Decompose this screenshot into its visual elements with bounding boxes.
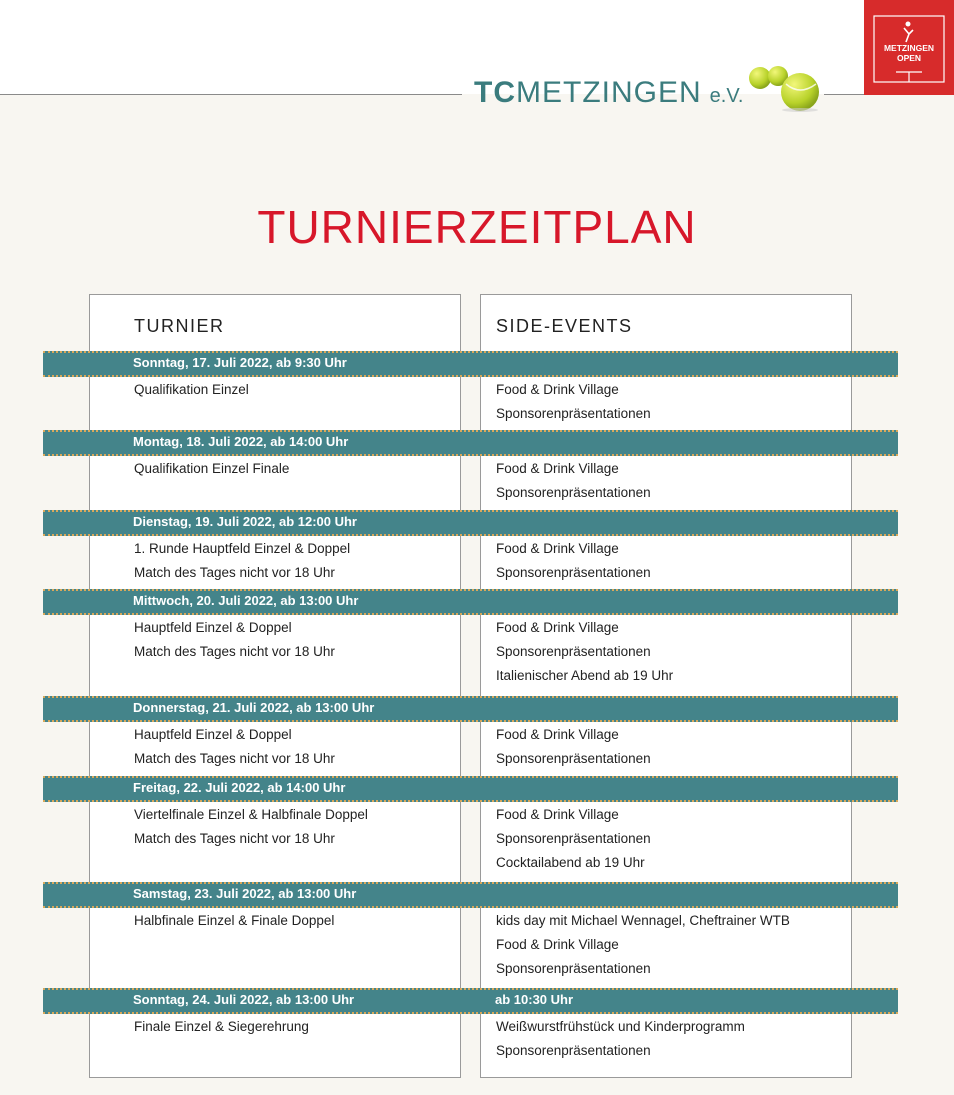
badge-line1: METZINGEN xyxy=(883,43,935,53)
day-date: Mittwoch, 20. Juli 2022, ab 13:00 Uhr xyxy=(133,593,359,608)
logo-name: METZINGEN xyxy=(516,76,702,109)
badge-line2: OPEN xyxy=(896,53,922,63)
side-event-item: Sponsorenpräsentationen xyxy=(496,565,651,580)
turnier-item: Match des Tages nicht vor 18 Uhr xyxy=(134,644,335,659)
day-date: Montag, 18. Juli 2022, ab 14:00 Uhr xyxy=(133,434,349,449)
club-logo-text xyxy=(474,76,743,110)
turnier-item: Qualifikation Einzel xyxy=(134,382,249,397)
turnier-item: Halbfinale Einzel & Finale Doppel xyxy=(134,913,335,928)
day-band xyxy=(43,776,898,802)
side-event-item: Food & Drink Village xyxy=(496,807,619,822)
turnier-item: Match des Tages nicht vor 18 Uhr xyxy=(134,565,335,580)
turnier-item: Viertelfinale Einzel & Halbfinale Doppel xyxy=(134,807,368,822)
day-date: Sonntag, 17. Juli 2022, ab 9:30 Uhr xyxy=(133,355,347,370)
day-side-note: ab 10:30 Uhr xyxy=(495,992,574,1007)
side-event-item: Food & Drink Village xyxy=(496,541,619,556)
turnier-column xyxy=(89,294,461,1078)
logo-suffix: e.V. xyxy=(709,85,744,107)
day-band xyxy=(43,988,898,1014)
side-event-item: Italienischer Abend ab 19 Uhr xyxy=(496,668,674,683)
side-event-item: Food & Drink Village xyxy=(496,382,619,397)
day-date: Samstag, 23. Juli 2022, ab 13:00 Uhr xyxy=(133,886,357,901)
day-band xyxy=(43,430,898,456)
day-band xyxy=(43,510,898,536)
turnier-item: Match des Tages nicht vor 18 Uhr xyxy=(134,831,335,846)
side-event-item: Sponsorenpräsentationen xyxy=(496,1043,651,1058)
side-event-item: Sponsorenpräsentationen xyxy=(496,406,651,421)
turnier-item: 1. Runde Hauptfeld Einzel & Doppel xyxy=(134,541,351,556)
header-rule-left xyxy=(0,94,462,95)
side-event-item: Food & Drink Village xyxy=(496,727,619,742)
side-events-heading: SIDE-EVENTS xyxy=(496,316,633,336)
side-event-item: Food & Drink Village xyxy=(496,461,619,476)
side-event-item: Food & Drink Village xyxy=(496,937,619,952)
turnier-item: Hauptfeld Einzel & Doppel xyxy=(134,620,292,635)
turnier-item: Match des Tages nicht vor 18 Uhr xyxy=(134,751,335,766)
side-event-item: kids day mit Michael Wennagel, Cheftrainer WTB xyxy=(496,913,790,928)
side-event-item: Sponsorenpräsentationen xyxy=(496,644,651,659)
turnier-item: Hauptfeld Einzel & Doppel xyxy=(134,727,292,742)
side-event-item: Food & Drink Village xyxy=(496,620,619,635)
side-event-item: Weißwurstfrühstück und Kinderprogramm xyxy=(496,1019,745,1034)
turnier-item: Qualifikation Einzel Finale xyxy=(134,461,290,476)
logo-tc: TC xyxy=(474,76,516,109)
day-date: Sonntag, 24. Juli 2022, ab 13:00 Uhr xyxy=(133,992,355,1007)
day-band xyxy=(43,351,898,377)
turnier-item: Finale Einzel & Siegerehrung xyxy=(134,1019,309,1034)
day-date: Donnerstag, 21. Juli 2022, ab 13:00 Uhr xyxy=(133,700,375,715)
page-title: TURNIERZEITPLAN xyxy=(257,201,697,253)
day-band xyxy=(43,589,898,615)
day-date: Dienstag, 19. Juli 2022, ab 12:00 Uhr xyxy=(133,514,357,529)
day-band xyxy=(43,882,898,908)
turnier-heading: TURNIER xyxy=(134,316,225,336)
tennis-balls-icon xyxy=(744,62,824,112)
side-event-item: Sponsorenpräsentationen xyxy=(496,751,651,766)
metzingen-open-badge xyxy=(864,0,954,95)
side-event-item: Sponsorenpräsentationen xyxy=(496,485,651,500)
day-date: Freitag, 22. Juli 2022, ab 14:00 Uhr xyxy=(133,780,346,795)
side-event-item: Sponsorenpräsentationen xyxy=(496,961,651,976)
day-band xyxy=(43,696,898,722)
side-event-item: Cocktailabend ab 19 Uhr xyxy=(496,855,645,870)
side-event-item: Sponsorenpräsentationen xyxy=(496,831,651,846)
